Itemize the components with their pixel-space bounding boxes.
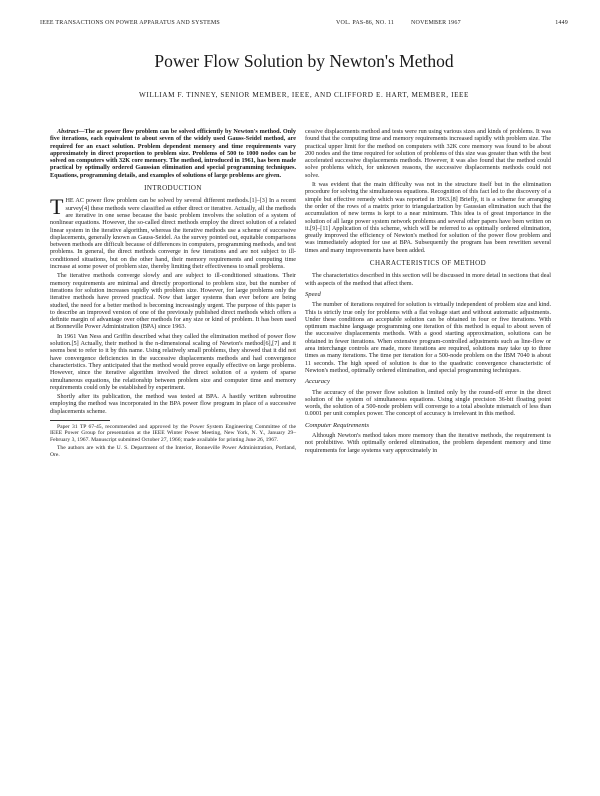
author-line: WILLIAM F. TINNEY, SENIOR MEMBER, IEEE, AND CLIFFORD E. HART, MEMBER, IEEE — [138, 91, 470, 99]
abstract-label: Abstract— — [57, 128, 85, 135]
issue-date: NOVEMBER 1967 — [411, 20, 461, 26]
subsection-heading-speed: Speed — [305, 290, 321, 298]
page-number: 1449 — [555, 20, 568, 26]
volume-number: VOL. PAS-86, NO. 11 — [336, 20, 395, 26]
paragraph: In 1961 Van Ness and Griffin described what they called the elimination method of power flow solution.[5] Actually, their method is the n-dimensional scaling of Newton's method[6],[7] and it seems best to refer to it by this name. Using relatively small problems, they showed that it did not have convergence deficiencies in the successive displacements methods and had convergence characteristics. They anticipated that the method would prove equally effective on large problems. However, since the iterative algorithm involved the direct solution of a system of sparse simultaneous equations, the relationship between problem size and computer time and memory requirements could only be established by experiment. — [50, 332, 296, 391]
paragraph: THE AC power flow problem can be solved by several different methods.[1]–[3] In a recent survey[4] these methods were classified as either direct or iterative. Actually, all the methods are iterative in one sense because the basic problem involves the solution of a system of nonlinear equations. However, the so-called direct methods employ the direct solution of a related linear system in the iterative algorithm, whereas the iterative methods use a scheme of successive displacements, generally known as Gauss-Seidel. As the survey pointed out, equitable comparisons between methods are difficult because of differences in computers, programming methods, and test problems. In general, the direct methods converge in few iterations and are not subject to ill-conditioned situations, but on the other hand, their memory requirements and computing time increase at some power of problem size, thereby limiting their effectiveness to small problems. — [50, 194, 296, 271]
right-column — [305, 128, 551, 456]
footnote: Paper 31 TP 67-45, recommended and approved by the Power System Engineering Committee of the IEEE Power Group for presentation at the IEEE Winter Power Meeting, New York, N. Y., January 29–February 3, 1967. Manuscript submitted October 27, 1966; made available for printing June 26, 1967. — [50, 423, 296, 443]
paragraph: Although Newton's method takes more memory than the iterative methods, the requirement is not prohibitive. With optimally ordered elimination, the problem dependent memory and time requirements for large systems vary approximately in — [305, 431, 551, 454]
journal-name: IEEE TRANSACTIONS ON POWER APPARATUS AND SYSTEMS — [40, 20, 220, 26]
running-header — [40, 20, 568, 30]
footnote-rule — [50, 420, 110, 421]
section-heading-characteristics: CHARACTERISTICS OF METHOD — [369, 259, 487, 268]
paragraph: The accuracy of the power flow solution is limited only by the round-off error in the direct solution of the system of simultaneous equations. Using single precision 36-bit floating point words, the solution of a 500-node problem will converge to a total absolute mismatch of less than 0.0001 per unit complex power. The concept of accuracy is irrelevant in this method. — [305, 388, 551, 418]
paragraph: The number of iterations required for solution is virtually independent of problem size and kind. This is strictly true only for problems with a flat voltage start and without automatic adjustments. Under these conditions an acceptable solution can be obtained in four or five iterations. With optimum machine language programming one iteration of this method is equal to about seven of the successive displacements methods. With a good starting approximation, solutions can be obtained in fewer iterations. When extensive program-controlled adjustments such as line-flow or area interchange controls are made, more iterations are required, solutions may take up to three times as many iterations. The time per iteration for a 500-node problem on the IBM 7040 is about 11 seconds. The high speed of solution is due to the quadratic convergence characteristic of Newton's method, optimally ordered elimination, and special programming techniques. — [305, 301, 551, 374]
paragraph: It was evident that the main difficulty was not in the structure itself but in the elimination procedure for solving the simultaneous equations. Recognition of this fact led to the discovery of a simple but effective remedy which was reported in 1963.[8] Briefly, it is a scheme for arranging the order of the rows of a matrix prior to triangularization by Gaussian elimination such that the accumulation of new terms is kept to a near minimum. This idea is of great importance in the solution of all large power system network problems and several other papers have been written on it.[9]–[11] Application of this scheme, which will be referred to as optimally ordered elimination, greatly improved the efficiency of Newton's method for solution of the power flow problem and was immediately adopted for use at BPA. Subsequently the program has been rewritten several times and many improvements have been added. — [305, 181, 551, 254]
subsection-heading-computer-requirements: Computer Requirements — [305, 421, 370, 429]
paragraph: cessive displacements method and tests were run using various sizes and kinds of problems. It was found that the computing time and memory requirements increased rapidly with problem size. The practical upper limit for the method on computers with 32K core memory was found to be about 200 nodes and the time required for solution of problems of this size was greater than with the best accelerated successive displacements methods. However, it was also found that the method could solve problems which, for unknown reasons, the successive displacements methods could not solve. — [305, 128, 551, 179]
footnote: The authors are with the U. S. Department of the Interior, Bonneville Power Administration, Portland, Ore. — [50, 445, 296, 458]
subsection-heading-accuracy: Accuracy — [305, 378, 330, 386]
paragraph: The iterative methods converge slowly and are subject to ill-conditioned situations. Their memory requirements are minimal and directly proportional to problem size, but the number of iterations for solution increases rapidly with problem size. However, for large problems only the iterative methods have proved practical. Now that larger systems than ever before are being studied, the need for a better method is becoming increasingly urgent. The purpose of this paper is to describe an improved version of one of the previously published direct methods which offers a definite margin of advantage over other methods for any size or kind of problem. It has been used at Bonneville Power Administration (BPA) since 1963. — [50, 272, 296, 331]
abstract-text: The ac power flow problem can be solved efficiently by Newton's method. Only five iterations, each equivalent to about seven of the widely used Gauss-Seidel method, are required for an exact solution. Problem dependent memory and time requirements vary approximately in direct proportion to problem size. Problems of 500 to 1000 nodes can be solved on computers with 32K core memory. The method, introduced in 1961, has been made practical by optimally ordered Gaussian elimination and special programming techniques. Equations, programming details, and examples of solutions of large problems are given. — [50, 128, 296, 179]
section-heading-introduction: INTRODUCTION — [144, 184, 202, 193]
paragraph: Shortly after its publication, the method was tested at BPA. A hastily written subroutine employing the method was incorporated in the BPA power flow program in place of a successive displacements scheme. — [50, 393, 296, 415]
left-column — [50, 128, 296, 460]
paragraph: The characteristics described in this section will be discussed in more detail in sections that deal with aspects of the method that affect them. — [305, 272, 551, 287]
paper-title: Power Flow Solution by Newton's Method — [154, 51, 454, 71]
abstract — [50, 128, 296, 179]
